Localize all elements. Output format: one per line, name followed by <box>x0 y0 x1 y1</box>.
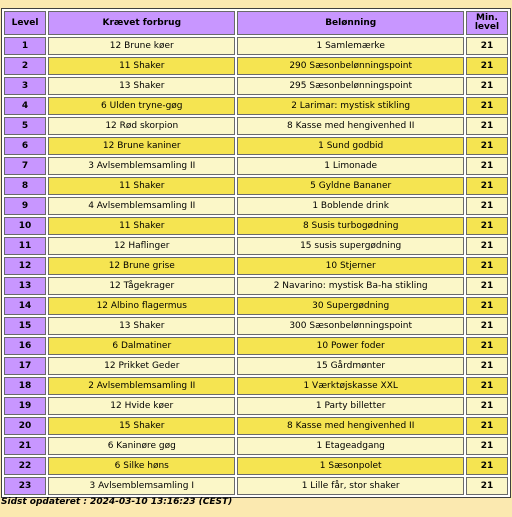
reward-cell: 10 Stjerner <box>237 257 463 275</box>
reward-cell: 1 Lille får, stor shaker <box>237 477 463 495</box>
cost-cell: 12 Hvide køer <box>48 397 235 415</box>
table-row <box>4 397 508 415</box>
reward-cell: 1 Samlemærke <box>237 37 463 55</box>
header-min-level: Min. level <box>466 11 508 35</box>
reward-cell: 1 Sund godbid <box>237 137 463 155</box>
reward-cell: 5 Gyldne Bananer <box>237 177 463 195</box>
last-updated-text: Sidst opdateret : 2024-03-10 13:16:23 (CEST) <box>1 497 233 507</box>
level-cell: 1 <box>4 37 46 55</box>
min-level-cell: 21 <box>466 377 508 395</box>
table-row <box>4 377 508 395</box>
table-row <box>4 97 508 115</box>
level-cell: 22 <box>4 457 46 475</box>
cost-cell: 12 Albino flagermus <box>48 297 235 315</box>
table-row <box>4 117 508 135</box>
min-level-cell: 21 <box>466 117 508 135</box>
table-row <box>4 77 508 95</box>
cost-cell: 4 Avlsemblemsamling II <box>48 197 235 215</box>
reward-cell: 1 Sæsonpolet <box>237 457 463 475</box>
cost-cell: 2 Avlsemblemsamling II <box>48 377 235 395</box>
cost-cell: 12 Brune grise <box>48 257 235 275</box>
reward-cell: 8 Susis turbogødning <box>237 217 463 235</box>
cost-cell: 3 Avlsemblemsamling I <box>48 477 235 495</box>
cost-cell: 11 Shaker <box>48 57 235 75</box>
level-cell: 10 <box>4 217 46 235</box>
min-level-cell: 21 <box>466 217 508 235</box>
min-level-cell: 21 <box>466 337 508 355</box>
level-cell: 13 <box>4 277 46 295</box>
rewards-table-wrapper <box>1 8 511 498</box>
level-cell: 4 <box>4 97 46 115</box>
cost-cell: 13 Shaker <box>48 77 235 95</box>
min-level-cell: 21 <box>466 137 508 155</box>
header-cost: Krævet forbrug <box>48 11 235 35</box>
cost-cell: 11 Shaker <box>48 217 235 235</box>
level-cell: 5 <box>4 117 46 135</box>
table-row <box>4 317 508 335</box>
min-level-cell: 21 <box>466 317 508 335</box>
reward-cell: 10 Power foder <box>237 337 463 355</box>
level-cell: 8 <box>4 177 46 195</box>
reward-cell: 1 Etageadgang <box>237 437 463 455</box>
table-row <box>4 197 508 215</box>
min-level-cell: 21 <box>466 297 508 315</box>
table-row <box>4 157 508 175</box>
cost-cell: 12 Brune køer <box>48 37 235 55</box>
min-level-cell: 21 <box>466 157 508 175</box>
level-cell: 15 <box>4 317 46 335</box>
cost-cell: 11 Shaker <box>48 177 235 195</box>
table-row <box>4 177 508 195</box>
min-level-cell: 21 <box>466 57 508 75</box>
header-level: Level <box>4 11 46 35</box>
reward-cell: 1 Boblende drink <box>237 197 463 215</box>
level-cell: 21 <box>4 437 46 455</box>
cost-cell: 12 Brune kaniner <box>48 137 235 155</box>
min-level-cell: 21 <box>466 257 508 275</box>
table-row <box>4 137 508 155</box>
reward-cell: 15 Gårdmønter <box>237 357 463 375</box>
min-level-cell: 21 <box>466 357 508 375</box>
reward-cell: 290 Sæsonbelønningspoint <box>237 57 463 75</box>
level-cell: 7 <box>4 157 46 175</box>
level-cell: 18 <box>4 377 46 395</box>
reward-cell: 15 susis supergødning <box>237 237 463 255</box>
cost-cell: 6 Ulden tryne-gøg <box>48 97 235 115</box>
table-row <box>4 37 508 55</box>
cost-cell: 13 Shaker <box>48 317 235 335</box>
cost-cell: 12 Rød skorpion <box>48 117 235 135</box>
level-cell: 3 <box>4 77 46 95</box>
table-row <box>4 337 508 355</box>
min-level-cell: 21 <box>466 277 508 295</box>
min-level-cell: 21 <box>466 397 508 415</box>
level-cell: 16 <box>4 337 46 355</box>
header-reward: Belønning <box>237 11 463 35</box>
level-cell: 6 <box>4 137 46 155</box>
rewards-table <box>1 8 511 498</box>
reward-cell: 30 Supergødning <box>237 297 463 315</box>
level-cell: 19 <box>4 397 46 415</box>
reward-cell: 2 Navarino: mystisk Ba-ha stikling <box>237 277 463 295</box>
min-level-cell: 21 <box>466 417 508 435</box>
min-level-cell: 21 <box>466 237 508 255</box>
level-cell: 9 <box>4 197 46 215</box>
min-level-cell: 21 <box>466 177 508 195</box>
cost-cell: 6 Dalmatiner <box>48 337 235 355</box>
cost-cell: 6 Kaninøre gøg <box>48 437 235 455</box>
level-cell: 2 <box>4 57 46 75</box>
cost-cell: 6 Silke høns <box>48 457 235 475</box>
table-row <box>4 417 508 435</box>
level-cell: 12 <box>4 257 46 275</box>
table-row <box>4 257 508 275</box>
table-row <box>4 217 508 235</box>
reward-cell: 2 Larimar: mystisk stikling <box>237 97 463 115</box>
table-row <box>4 357 508 375</box>
level-cell: 11 <box>4 237 46 255</box>
min-level-cell: 21 <box>466 97 508 115</box>
reward-cell: 8 Kasse med hengivenhed II <box>237 117 463 135</box>
cost-cell: 15 Shaker <box>48 417 235 435</box>
header-row <box>4 11 508 35</box>
level-cell: 20 <box>4 417 46 435</box>
table-row <box>4 477 508 495</box>
table-row <box>4 277 508 295</box>
level-cell: 14 <box>4 297 46 315</box>
reward-cell: 300 Sæsonbelønningspoint <box>237 317 463 335</box>
min-level-cell: 21 <box>466 77 508 95</box>
reward-cell: 8 Kasse med hengivenhed II <box>237 417 463 435</box>
reward-cell: 295 Sæsonbelønningspoint <box>237 77 463 95</box>
table-row <box>4 297 508 315</box>
reward-cell: 1 Limonade <box>237 157 463 175</box>
cost-cell: 12 Tågekrager <box>48 277 235 295</box>
min-level-cell: 21 <box>466 197 508 215</box>
min-level-cell: 21 <box>466 477 508 495</box>
min-level-cell: 21 <box>466 37 508 55</box>
level-cell: 23 <box>4 477 46 495</box>
table-row <box>4 57 508 75</box>
table-row <box>4 237 508 255</box>
cost-cell: 12 Prikket Geder <box>48 357 235 375</box>
min-level-cell: 21 <box>466 457 508 475</box>
reward-cell: 1 Party billetter <box>237 397 463 415</box>
cost-cell: 12 Haflinger <box>48 237 235 255</box>
cost-cell: 3 Avlsemblemsamling II <box>48 157 235 175</box>
reward-cell: 1 Værktøjskasse XXL <box>237 377 463 395</box>
table-row <box>4 437 508 455</box>
min-level-cell: 21 <box>466 437 508 455</box>
level-cell: 17 <box>4 357 46 375</box>
table-body <box>4 37 508 495</box>
table-row <box>4 457 508 475</box>
